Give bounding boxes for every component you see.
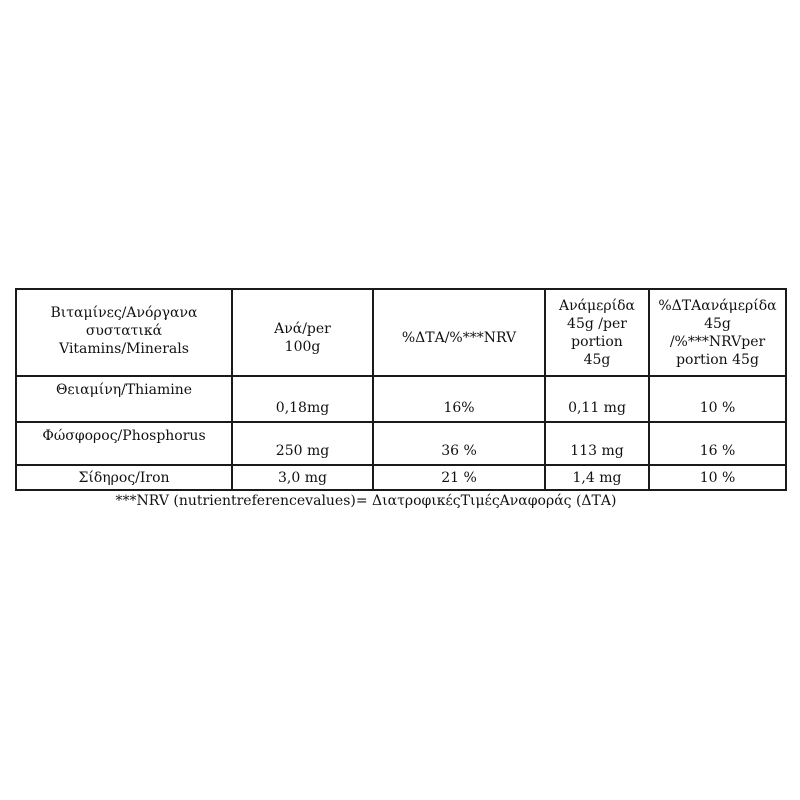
table-header-row — [16, 289, 786, 376]
header-line: 100g — [284, 338, 321, 355]
per-100g-value: 0,18mg — [232, 376, 373, 422]
nrv-footnote: ***NRV (nutrientreferencevalues)= ΔιατροφικέςΤιμέςΑναφοράς (ΔΤΑ) — [115, 493, 617, 509]
nrv-portion-value: 16 % — [649, 422, 786, 465]
header-line: Vitamins/Minerals — [59, 341, 189, 357]
per-portion-value: 1,4 mg — [545, 465, 649, 490]
header-per-portion — [545, 289, 649, 376]
header-nrv-per-portion — [649, 289, 786, 376]
header-line: portion 45g — [676, 351, 759, 368]
per-portion-value: 113 mg — [545, 422, 649, 465]
table-row — [16, 422, 786, 465]
header-line: Βιταμίνες/Ανόργανα — [50, 305, 198, 321]
header-line: 45g — [704, 315, 731, 332]
header-line: %ΔΤΑανάμερίδα — [658, 297, 777, 314]
nrv-value: 36 % — [373, 422, 545, 465]
header-vitamins-minerals — [16, 289, 232, 376]
per-portion-value: 0,11 mg — [545, 376, 649, 422]
header-line: 45g — [583, 351, 611, 368]
table-row — [16, 376, 786, 422]
per-100g-value: 250 mg — [232, 422, 373, 465]
header-line: συστατικά — [85, 323, 163, 339]
header-line: 45g /per — [567, 315, 627, 332]
nutrient-name: Σίδηρος/Iron — [16, 465, 232, 490]
nutrient-name: Θειαμίνη/Thiamine — [16, 376, 232, 422]
header-per-100g — [232, 289, 373, 376]
header-line: portion — [571, 333, 623, 350]
header-line: Ανάμερίδα — [558, 297, 636, 314]
header-nrv — [373, 289, 545, 376]
nrv-portion-value: 10 % — [649, 376, 786, 422]
header-line: Ανά/per — [274, 320, 331, 337]
nutrition-table — [15, 288, 787, 491]
nrv-portion-value: 10 % — [649, 465, 786, 490]
nrv-value: 21 % — [373, 465, 545, 490]
nrv-value: 16% — [373, 376, 545, 422]
per-100g-value: 3,0 mg — [232, 465, 373, 490]
header-line: %ΔΤΑ/%***NRV — [401, 329, 517, 346]
nutrient-name: Φώσφορος/Phosphorus — [16, 422, 232, 465]
header-line: /%***NRVper — [669, 333, 766, 350]
table-row — [16, 465, 786, 490]
